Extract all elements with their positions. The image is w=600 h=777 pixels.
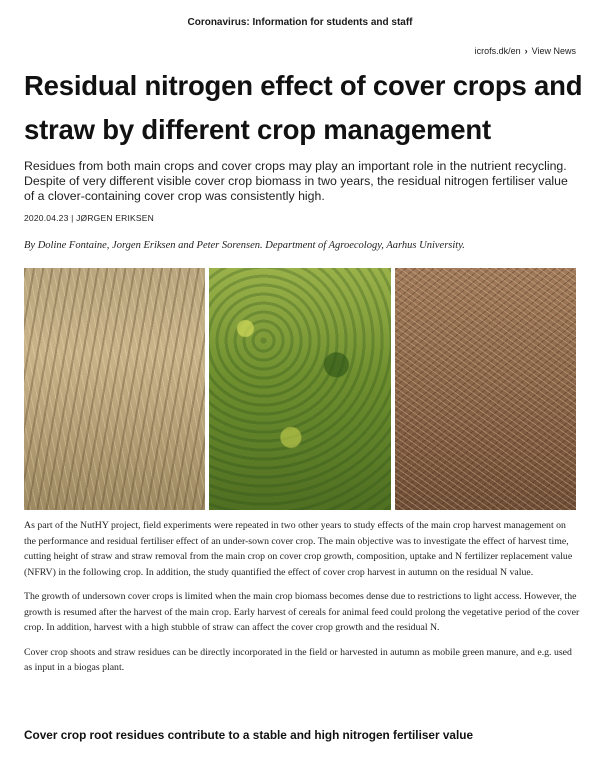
body-paragraph: As part of the NutHY project, field experiments were repeated in two other years to study effects of the main crop harvest management on the performance and residual fertiliser effect of an under-sown cover crop. The main objective was to investigate the effect of harvest time, cutting height of straw and straw removal from the main crop on cover crop growth, composition, uptake and N fertilizer replacement value (NFRV) in the following crop. In addition, the study quantified the effect of cover crop harvest in autumn on the residual N value.	[24, 520, 573, 578]
article-body	[24, 518, 580, 685]
chevron-right-icon: ›	[524, 46, 528, 56]
section-heading: Cover crop root residues contribute to a stable and high nitrogen fertiliser value	[24, 728, 474, 742]
date-author-meta: 2020.04.23 | JØRGEN ERIKSEN	[24, 213, 154, 223]
lead-paragraph: Residues from both main crops and cover crops may play an important role in the nutrient recycling. Despite of very different visible cover crop biomass in two years, the residual nitrogen fertiliser value of a clover-containing cover crop was consistently high.	[24, 159, 568, 203]
page-title: Residual nitrogen effect of cover crops and straw by different crop management	[24, 70, 583, 145]
corona-banner-link[interactable]: Coronavirus: Information for students and staff	[187, 17, 413, 28]
photo-straw-residue	[395, 268, 576, 510]
body-paragraph: Cover crop shoots and straw residues can be directly incorporated in the field or harvested in autumn as mobile green manure, and e.g. used as input in a biogas plant.	[24, 646, 572, 673]
breadcrumb-view-news-link[interactable]: View News	[531, 46, 576, 56]
breadcrumb	[475, 46, 576, 56]
breadcrumb-site-link[interactable]: icrofs.dk/en	[474, 46, 521, 56]
photo-strip	[24, 268, 576, 510]
photo-cereal-stubble	[24, 268, 205, 510]
byline: By Doline Fontaine, Jorgen Eriksen and Peter Sorensen. Department of Agroecology, Aarhus University.	[24, 240, 465, 251]
body-paragraph: The growth of undersown cover crops is limited when the main crop biomass becomes dense due to restrictions to light access. However, the growth is resumed after the harvest of the main crop. Early harvest of cereals for animal feed could prolong the vegetative period of the cover crop. In addition, harvest with a high stubble of straw can affect the cover crop growth and the residual N.	[24, 591, 580, 633]
photo-green-cover-crop	[209, 268, 390, 510]
